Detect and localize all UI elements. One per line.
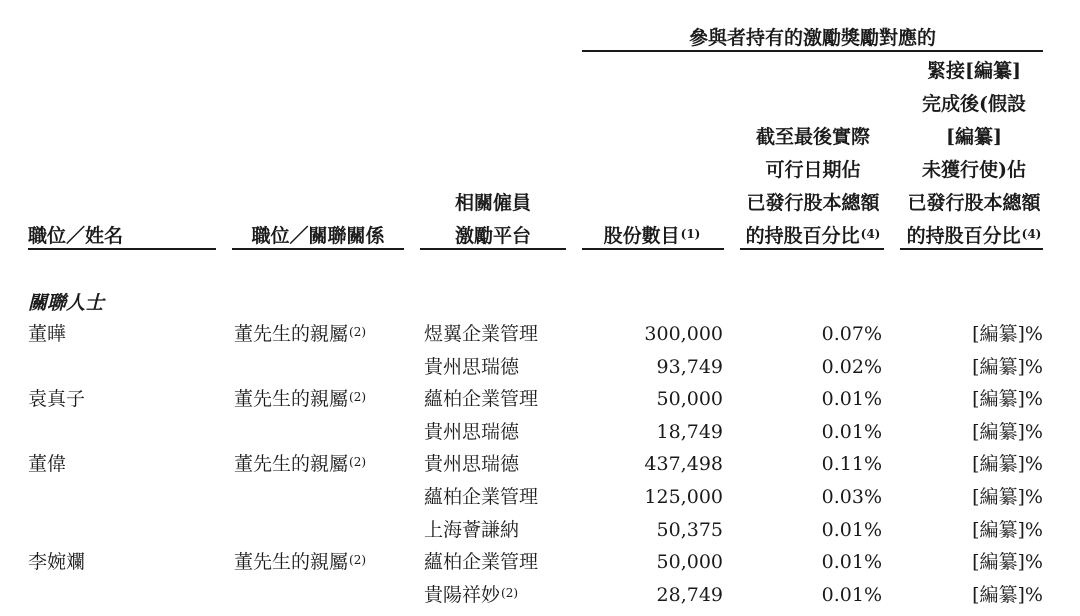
cell-pct-after-text: [編纂]% bbox=[972, 551, 1043, 573]
cell-relation bbox=[234, 448, 366, 481]
cell-pct-after bbox=[900, 351, 1043, 384]
cell-pct-after bbox=[900, 383, 1043, 416]
cell-shares bbox=[582, 448, 723, 481]
col-header-platform bbox=[420, 187, 566, 253]
footnote-marker: (4) bbox=[1021, 227, 1042, 241]
cell-pct-before-text: 0.07% bbox=[821, 323, 882, 345]
cell-shares bbox=[582, 416, 723, 449]
col-header-name: 職位／姓名 bbox=[28, 225, 124, 247]
cell-pct-before bbox=[740, 514, 882, 547]
col-rule-name bbox=[28, 248, 216, 250]
group-label: 關聯人士 bbox=[28, 292, 105, 314]
cell-platform-text: 上海薈謙納 bbox=[424, 519, 520, 541]
footnote-marker: (2) bbox=[349, 390, 367, 404]
cell-shares-text: 18,749 bbox=[656, 421, 723, 443]
col-header-pct-before-line: 已發行股本總額 bbox=[746, 192, 880, 214]
cell-relation-text: 董先生的親屬 bbox=[234, 551, 349, 573]
cell-name bbox=[28, 318, 66, 351]
col-header-pct-before-line: 可行日期佔 bbox=[765, 159, 861, 181]
cell-pct-after bbox=[900, 448, 1043, 481]
cell-pct-after-text: [編纂]% bbox=[972, 519, 1043, 541]
cell-pct-after bbox=[900, 481, 1043, 514]
cell-relation bbox=[234, 546, 366, 579]
cell-pct-before-text: 0.01% bbox=[821, 519, 882, 541]
cell-pct-after bbox=[900, 579, 1043, 612]
cell-shares bbox=[582, 351, 723, 384]
cell-pct-after bbox=[900, 416, 1043, 449]
cell-platform bbox=[424, 481, 538, 514]
cell-pct-after-text: [編纂]% bbox=[972, 486, 1043, 508]
col-header-pct-after-line: 完成後(假設 bbox=[922, 93, 1026, 115]
col-header-shares-label: 股份數目 bbox=[603, 225, 680, 247]
col-header-pct-after bbox=[900, 55, 1048, 253]
cell-platform-text: 貴州思瑞德 bbox=[424, 421, 520, 443]
cell-pct-before bbox=[740, 383, 882, 416]
cell-shares bbox=[582, 383, 723, 416]
cell-pct-before bbox=[740, 351, 882, 384]
cell-pct-before-text: 0.02% bbox=[821, 356, 882, 378]
cell-pct-before-text: 0.01% bbox=[821, 551, 882, 573]
super-header: 參與者持有的激勵獎勵對應的 bbox=[688, 27, 936, 49]
cell-pct-before bbox=[740, 546, 882, 579]
cell-shares-text: 50,000 bbox=[656, 551, 723, 573]
cell-shares-text: 437,498 bbox=[644, 453, 723, 475]
cell-pct-before-text: 0.01% bbox=[821, 584, 882, 606]
cell-platform-text: 煜翼企業管理 bbox=[424, 323, 539, 345]
cell-platform bbox=[424, 448, 519, 481]
col-rule-shares bbox=[582, 248, 724, 250]
col-rule-pct-after bbox=[900, 248, 1043, 250]
cell-name-text: 袁真子 bbox=[28, 388, 86, 410]
col-header-pct-before-line: 的持股百分比$^{(4)}$ bbox=[745, 225, 881, 247]
cell-shares bbox=[582, 318, 723, 351]
col-rule-relation bbox=[232, 248, 404, 250]
cell-pct-after bbox=[900, 514, 1043, 547]
col-rule-pct-before bbox=[740, 248, 884, 250]
cell-platform bbox=[424, 514, 519, 547]
cell-name bbox=[28, 383, 85, 416]
cell-platform-text: 貴陽祥妙 bbox=[424, 584, 501, 606]
cell-shares-text: 300,000 bbox=[644, 323, 723, 345]
cell-relation-text: 董先生的親屬 bbox=[234, 323, 349, 345]
cell-pct-before bbox=[740, 318, 882, 351]
col-header-pct-after-line: 緊接[編纂] bbox=[927, 60, 1021, 82]
col-header-platform-line: 相關僱員 bbox=[454, 192, 531, 214]
col-header-relation: 職位／關聯關係 bbox=[251, 225, 385, 247]
col-rule-platform bbox=[420, 248, 566, 250]
cell-relation-text: 董先生的親屬 bbox=[234, 388, 349, 410]
cell-relation bbox=[234, 383, 366, 416]
cell-pct-before bbox=[740, 416, 882, 449]
cell-name-text: 董偉 bbox=[28, 453, 67, 475]
cell-shares-text: 28,749 bbox=[656, 584, 723, 606]
footnote-marker: (4) bbox=[860, 227, 881, 241]
cell-pct-before bbox=[740, 448, 882, 481]
cell-pct-before bbox=[740, 481, 882, 514]
cell-shares bbox=[582, 579, 723, 612]
cell-relation bbox=[234, 318, 366, 351]
col-header-pct-after-line: 已發行股本總額 bbox=[907, 192, 1041, 214]
cell-pct-after-text: [編纂]% bbox=[972, 388, 1043, 410]
cell-pct-before-text: 0.11% bbox=[821, 453, 882, 475]
cell-pct-after bbox=[900, 318, 1043, 351]
cell-platform bbox=[424, 416, 519, 449]
cell-pct-after bbox=[900, 546, 1043, 579]
cell-platform bbox=[424, 383, 538, 416]
col-header-pct-before bbox=[738, 121, 888, 253]
cell-platform bbox=[424, 546, 538, 579]
col-header-pct-after-line: 未獲行使)佔 bbox=[922, 159, 1026, 181]
cell-pct-after-text: [編纂]% bbox=[972, 584, 1043, 606]
cell-pct-before bbox=[740, 579, 882, 612]
super-header-rule bbox=[582, 50, 1043, 52]
cell-shares bbox=[582, 514, 723, 547]
cell-platform bbox=[424, 351, 519, 384]
cell-platform-text: 貴州思瑞德 bbox=[424, 356, 520, 378]
footnote-marker: (2) bbox=[349, 455, 367, 469]
col-header-pct-after-line: 的持股百分比$^{(4)}$ bbox=[906, 225, 1042, 247]
cell-pct-before-text: 0.03% bbox=[821, 486, 882, 508]
cell-pct-after-text: [編纂]% bbox=[972, 323, 1043, 345]
cell-name-text: 董曄 bbox=[28, 323, 67, 345]
cell-platform bbox=[424, 579, 518, 612]
cell-platform-text: 貴州思瑞德 bbox=[424, 453, 520, 475]
cell-relation-text: 董先生的親屬 bbox=[234, 453, 349, 475]
cell-shares-text: 50,000 bbox=[656, 388, 723, 410]
col-header-platform-line: 激勵平台 bbox=[454, 225, 531, 247]
cell-pct-after-text: [編纂]% bbox=[972, 421, 1043, 443]
cell-name bbox=[28, 448, 66, 481]
cell-pct-after-text: [編纂]% bbox=[972, 453, 1043, 475]
cell-platform bbox=[424, 318, 538, 351]
cell-name-text: 李婉斕 bbox=[28, 551, 86, 573]
cell-platform-text: 蘊柏企業管理 bbox=[424, 486, 539, 508]
cell-platform-text: 蘊柏企業管理 bbox=[424, 551, 539, 573]
cell-pct-after-text: [編纂]% bbox=[972, 356, 1043, 378]
col-header-pct-after-line: [編纂] bbox=[946, 126, 1002, 148]
cell-platform-text: 蘊柏企業管理 bbox=[424, 388, 539, 410]
cell-pct-before-text: 0.01% bbox=[821, 388, 882, 410]
cell-shares-text: 50,375 bbox=[656, 519, 723, 541]
cell-shares bbox=[582, 546, 723, 579]
cell-shares bbox=[582, 481, 723, 514]
footnote-marker: (1) bbox=[680, 227, 701, 241]
cell-shares-text: 125,000 bbox=[644, 486, 723, 508]
footnote-marker: (2) bbox=[501, 586, 519, 600]
cell-shares-text: 93,749 bbox=[656, 356, 723, 378]
footnote-marker: (2) bbox=[349, 553, 367, 567]
footnote-marker: (2) bbox=[349, 325, 367, 339]
cell-pct-before-text: 0.01% bbox=[821, 421, 882, 443]
cell-name bbox=[28, 546, 85, 579]
col-header-pct-before-line: 截至最後實際 bbox=[755, 126, 870, 148]
